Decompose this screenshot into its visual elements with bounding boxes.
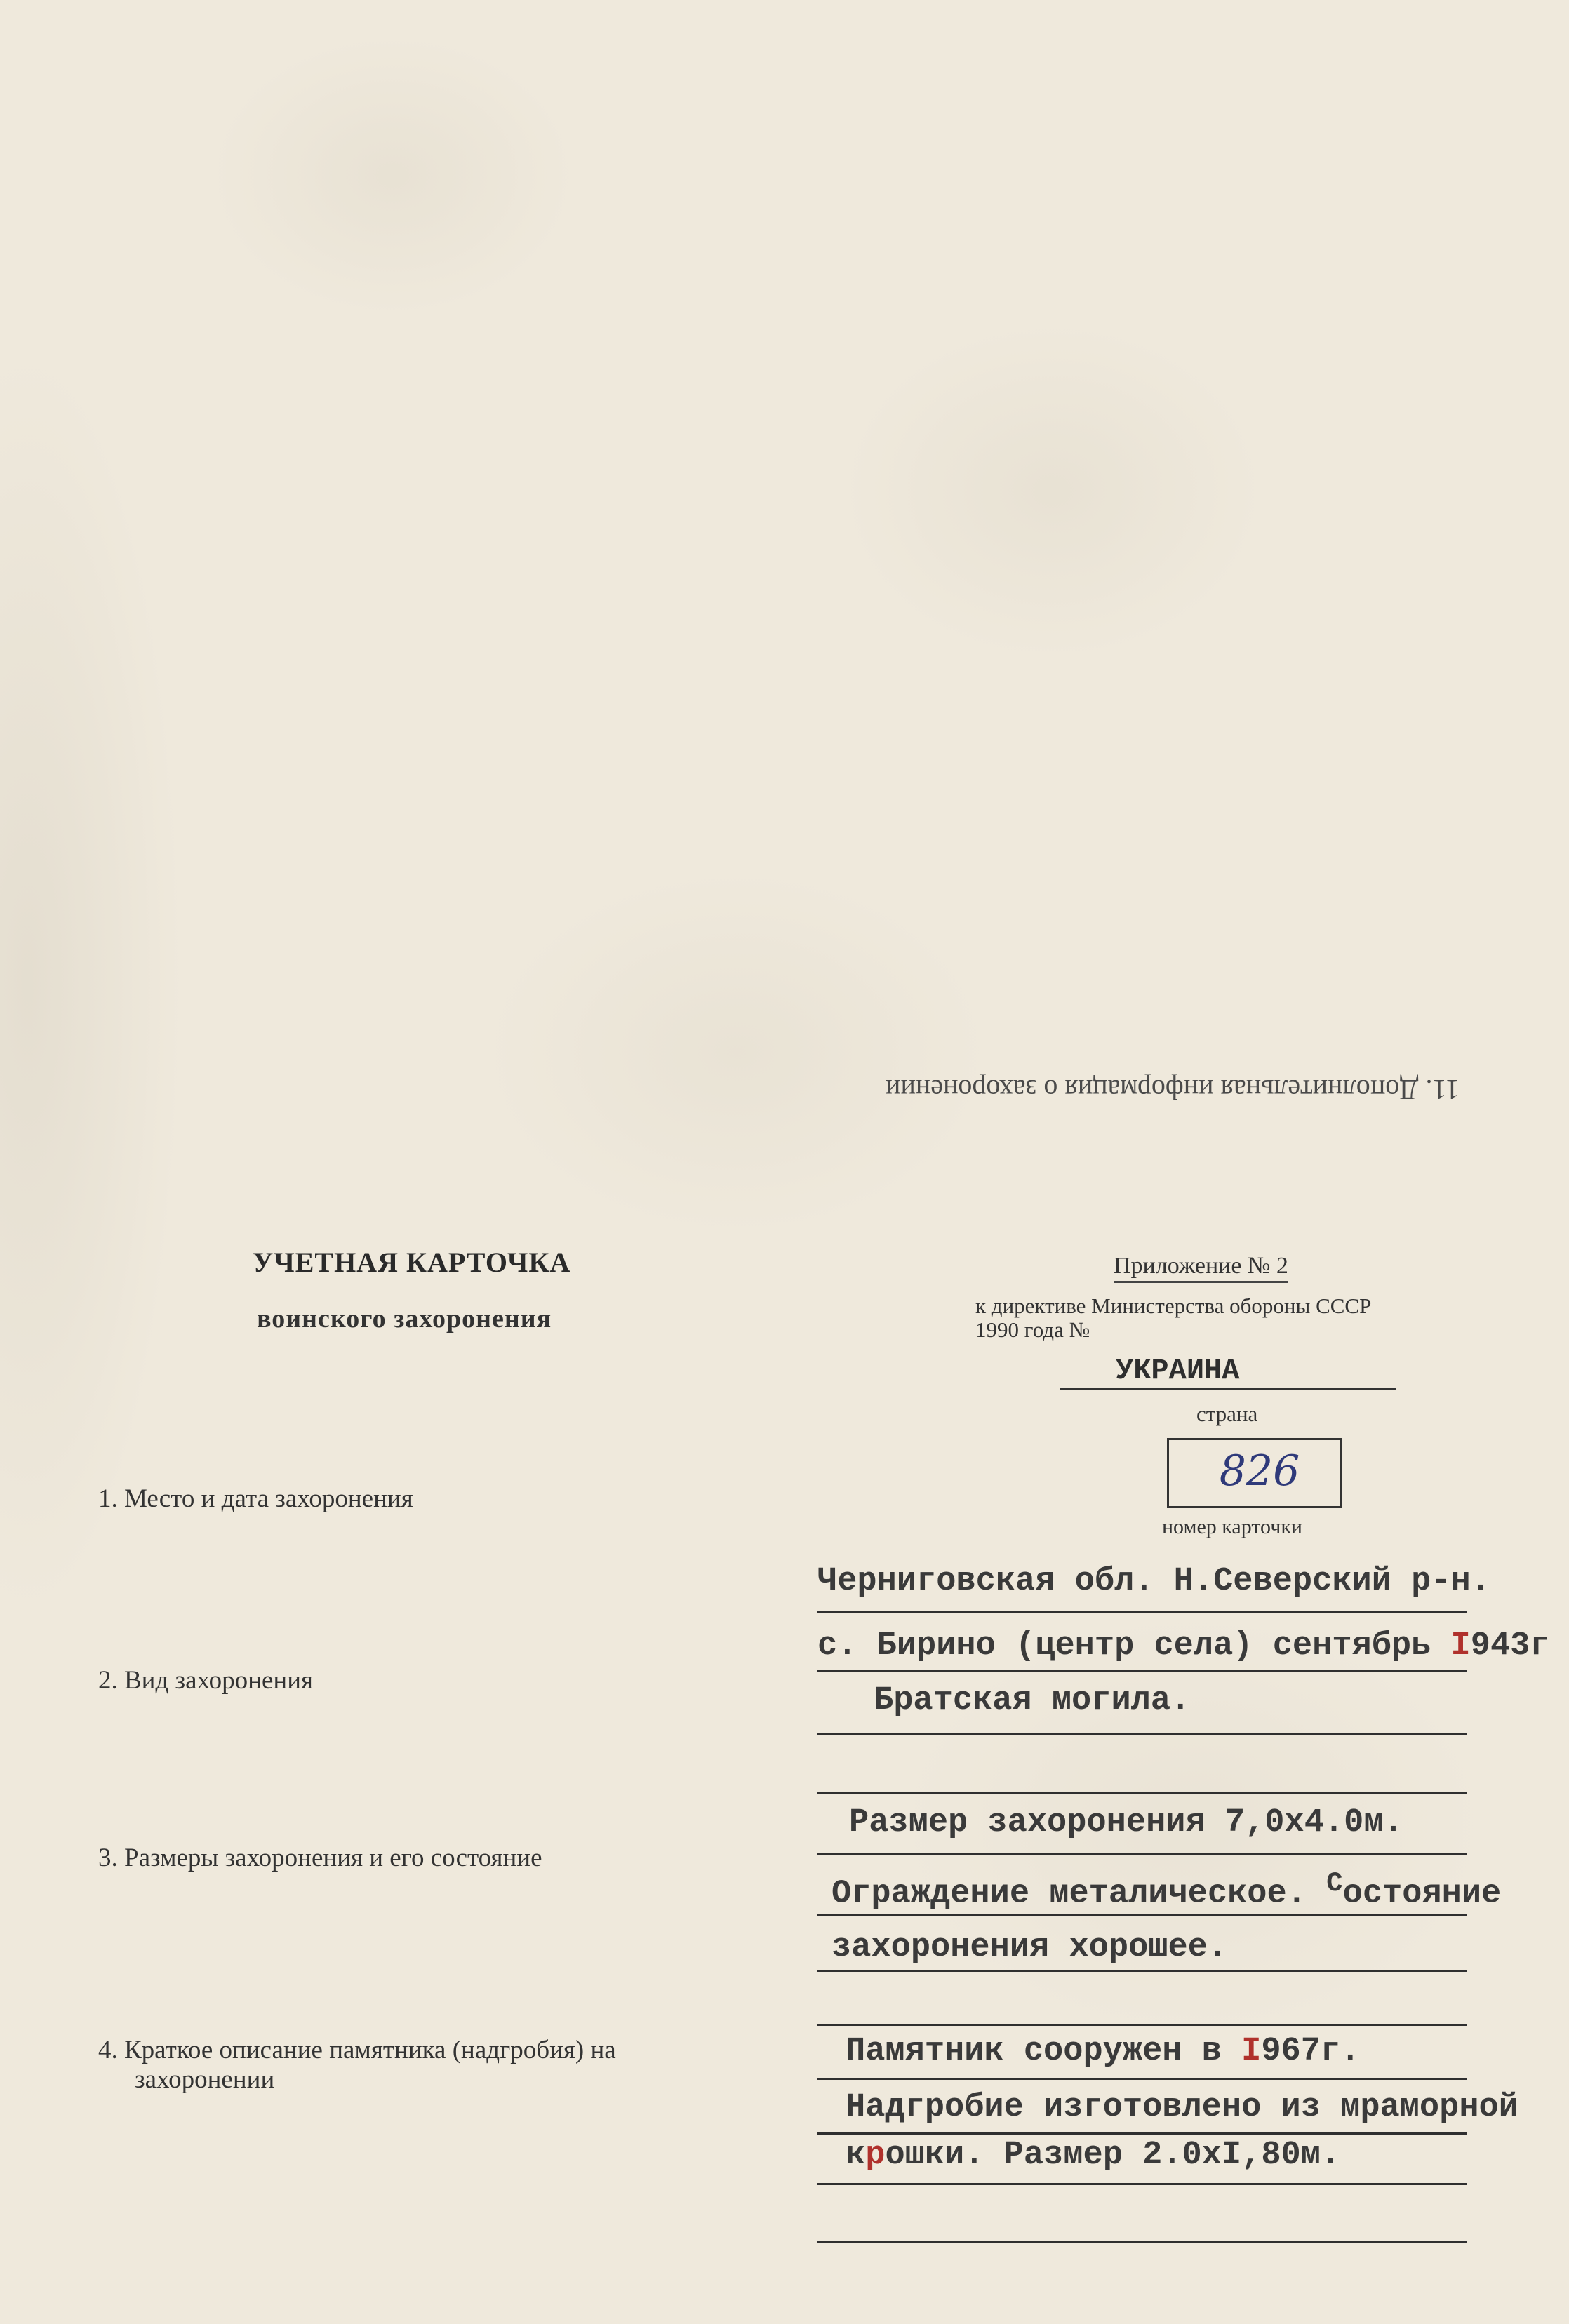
size-line2-rest: остояние (1342, 1875, 1502, 1913)
size-line2-cap: С (1326, 1867, 1343, 1899)
monument-rule-1 (817, 2078, 1467, 2080)
monument-rule-2 (817, 2132, 1467, 2135)
country-label: страна (1196, 1402, 1258, 1426)
type-value: Братская могила. (874, 1682, 1191, 1719)
place-year-first-digit: I (1450, 1627, 1471, 1665)
monument-year-first-digit: I (1241, 2033, 1262, 2070)
monument-line3 (846, 2137, 1340, 2174)
monument-label-line2: захоронении (135, 2065, 275, 2094)
card-number-label: номер карточки (1162, 1515, 1302, 1538)
place-year-rest: 943г (1470, 1627, 1550, 1665)
size-rule-3 (817, 1970, 1467, 1972)
size-line2 (832, 1867, 1501, 1913)
place-line1: Черниговская обл. Н.Северский р-н. (817, 1563, 1490, 1600)
item-size-label: 3. Размеры захоронения и его состояние (98, 1843, 542, 1872)
place-rule-1 (817, 1611, 1467, 1613)
appendix-title: Приложение № 2 (1114, 1253, 1288, 1283)
directive-reference (975, 1294, 1481, 1342)
place-line2-prefix: с. Бирино (центр села) сентябрь (817, 1627, 1451, 1665)
flipped-note: 11. Дополнительная информация о захоронении (886, 1074, 1460, 1106)
item-place-label: 1. Место и дата захоронения (98, 1484, 413, 1513)
monument-line1 (846, 2033, 1360, 2070)
monument-rule-3 (817, 2183, 1467, 2185)
monument-line3-red-letter: р (865, 2137, 886, 2174)
type-rule-1 (817, 1733, 1467, 1735)
size-rule-1 (817, 1853, 1467, 1855)
directive-line2: 1990 года № (975, 1317, 1090, 1342)
item-monument-label (98, 2036, 765, 2095)
directive-line1: к директиве Министерства обороны СССР (975, 1294, 1372, 1318)
monument-line2: Надгробие изготовлено из мраморной (846, 2089, 1518, 2126)
card-number-handwritten: 826 (1219, 1446, 1300, 1496)
monument-year-rest: 967г. (1261, 2033, 1361, 2070)
size-line2-a: Ограждение металическое. (832, 1875, 1327, 1913)
place-rule-2 (817, 1670, 1467, 1672)
size-rule-2 (817, 1914, 1467, 1916)
item-type-label: 2. Вид захоронения (98, 1666, 314, 1695)
size-line3: захоронения хорошее. (832, 1929, 1228, 1966)
place-line2 (817, 1627, 1550, 1665)
type-rule-2 (817, 1792, 1467, 1794)
size-rule-4 (817, 2024, 1467, 2026)
card-title: УЧЕТНАЯ КАРТОЧКА (253, 1247, 571, 1278)
monument-rule-4 (817, 2241, 1467, 2243)
monument-line3-b: ошки. Размер 2.0хI,80м. (885, 2137, 1341, 2174)
monument-label-line1: 4. Краткое описание памятника (надгробия) на (98, 2036, 616, 2064)
card-subtitle: воинского захоронения (257, 1304, 552, 1334)
monument-line1-a: Памятник сооружен в (846, 2033, 1242, 2070)
size-line1: Размер захоронения 7,0х4.0м. (849, 1804, 1403, 1841)
country-value: УКРАИНА (1060, 1354, 1396, 1390)
monument-line3-a: к (846, 2137, 866, 2174)
